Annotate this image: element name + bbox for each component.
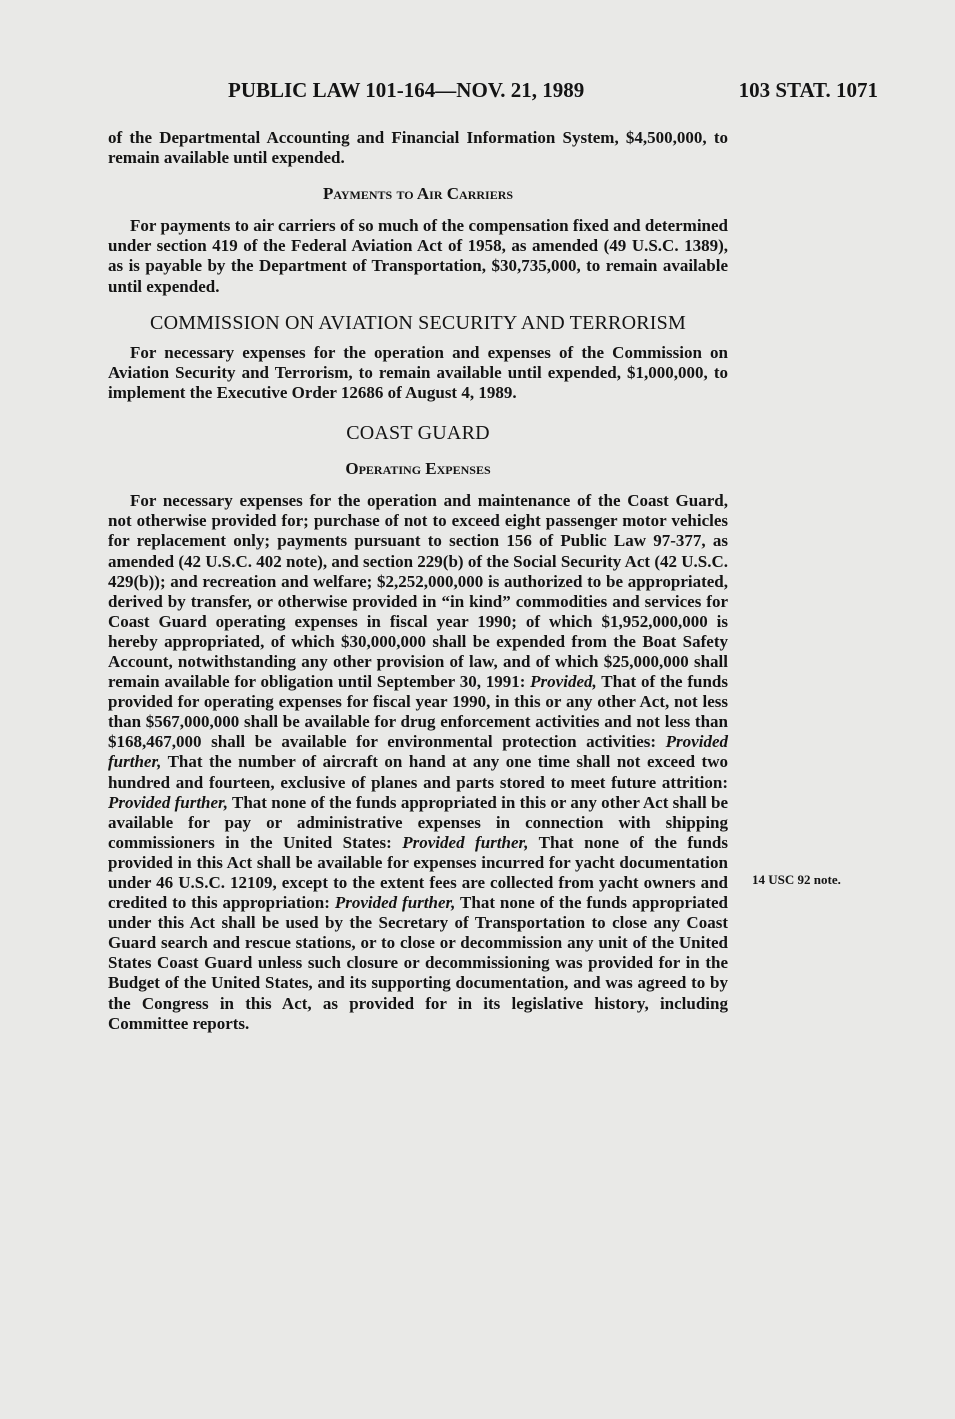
coast-guard-heading: COAST GUARD — [346, 422, 490, 445]
payments-heading: Payments to Air Carriers — [322, 184, 514, 204]
text-segment: That of the funds provided for operating expenses for fiscal year 1990, in this or any other Act, not less than $567,000,000 shall be available for drug enforcement activities and not less than $168,467,000 shall be available for environmental protection activities: — [108, 672, 728, 752]
text-segment: That none of the funds appropriated in this or any other Act shall be available for pay or administrative expenses in connection with shipping commissioners in the United States: — [108, 792, 728, 852]
proviso-term: Provided further, — [108, 792, 228, 812]
text-segment: That none of the funds appropriated under this Act shall be used by the Secretary of Transportation to close any Coast Guard search and rescue stations, or to close or decommission any unit of the United States Coast Guard unless such closure or decommissioning was provided for in the Budget of the United States, and its supporting documentation, and was agreed to by the Congress in this Act, as provided for in its legislative history, including Committee reports. — [108, 893, 728, 1033]
payments-paragraph: For payments to air carriers of so much of the compensation fixed and determined under section 419 of the Federal Aviation Act of 1958, as amended (49 U.S.C. 1389), as is payable by the Department of Transportation, $30,735,000, to remain available until expended. — [108, 216, 728, 296]
proviso-term: Provided further, — [108, 732, 728, 772]
page-body — [108, 128, 728, 1034]
proviso-term: Provided, — [530, 672, 597, 692]
text-segment: For necessary expenses for the operation and maintenance of the Coast Guard, not otherwise provided for; purchase of not to exceed eight passenger motor vehicles for replacement only; payments pursuant to section 156 of Public Law 97-377, as amended (42 U.S.C. 402 note), and section 229(b) of the Social Security Act (42 U.S.C. 429(b)); and recreation and welfare; $2,252,000,000 is authorized to be appropriated, derived by transfer, or otherwise provided in “in kind” commodities and services for Coast Guard operating expenses in fiscal year 1990; of which $1,952,000,000 is hereby appropriated, of which $30,000,000 shall be expended from the Boat Safety Account, notwithstanding any other provision of law, and of which $25,000,000 shall remain available for obligation until September 30, 1991: — [108, 491, 729, 692]
commission-heading: COMMISSION ON AVIATION SECURITY AND TERRORISM — [150, 311, 686, 334]
proviso-term: Provided further, — [402, 832, 529, 852]
running-title: PUBLIC LAW 101-164—NOV. 21, 1989 — [228, 78, 585, 102]
intro-paragraph: of the Departmental Accounting and Financial Information System, $4,500,000, to remain available until expended. — [108, 128, 728, 168]
margin-note: 14 USC 92 note. — [752, 872, 841, 887]
page-header — [108, 78, 878, 108]
operating-expenses-heading: Operating Expenses — [345, 459, 491, 479]
coast-guard-paragraph — [108, 491, 728, 1034]
commission-paragraph: For necessary expenses for the operation and expenses of the Commission on Aviation Security and Terrorism, to remain available until expended, $1,000,000, to implement the Executive Order 12686 of August 4, 1989. — [108, 342, 728, 402]
proviso-term: Provided further, — [334, 893, 456, 913]
text-segment: That the number of aircraft on hand at any one time shall not exceed two hundred and fourteen, exclusive of planes and parts stored to meet future attrition: — [108, 752, 728, 792]
stat-citation: 103 STAT. 1071 — [738, 78, 878, 102]
text-segment: That none of the funds provided in this Act shall be available for expenses incurred for yacht documentation under 46 U.S.C. 12109, except to the extent fees are collected from yacht owners and credited to this appropriation: — [108, 832, 728, 913]
